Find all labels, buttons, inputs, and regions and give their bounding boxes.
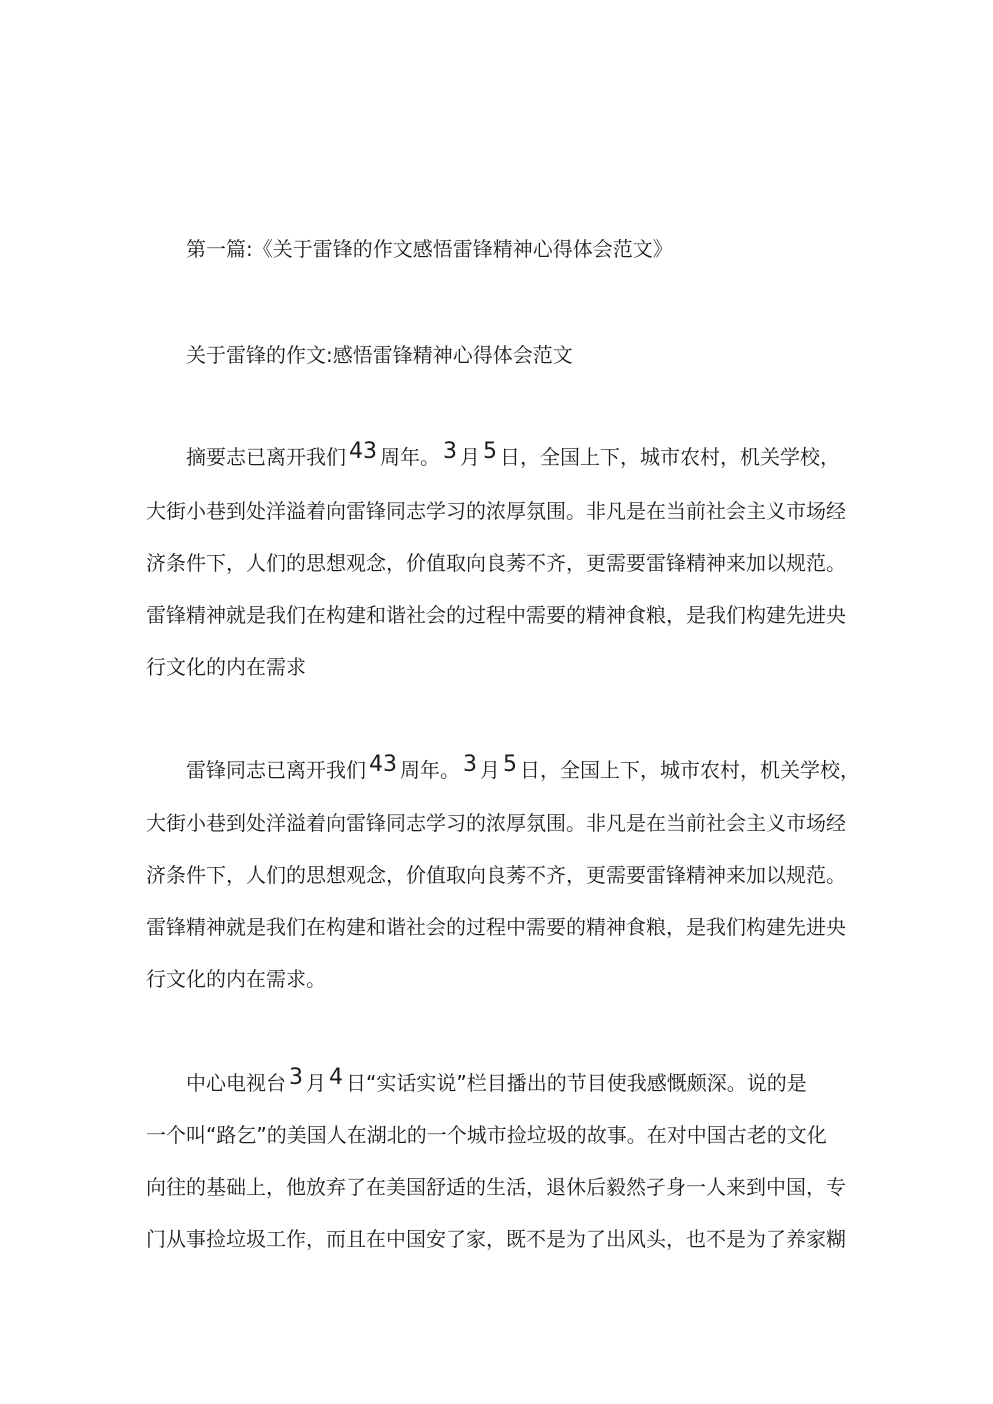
paragraph-1-line-2: 大街小巷到处洋溢着向雷锋同志学习的浓厚氛围。非凡是在当前社会主义市场经 [146, 499, 846, 523]
text-run: 周年。 [380, 445, 440, 469]
paragraph-2-line-3: 济条件下，人们的思想观念，价值取向良莠不齐，更需要雷锋精神来加以规范。 [146, 863, 846, 887]
heading-section-title: 第一篇:《关于雷锋的作文感悟雷锋精神心得体会范文》 [186, 237, 673, 261]
paragraph-2-line-2: 大街小巷到处洋溢着向雷锋同志学习的浓厚氛围。非凡是在当前社会主义市场经 [146, 811, 846, 835]
paragraph-1-line-3: 济条件下，人们的思想观念，价值取向良莠不齐，更需要雷锋精神来加以规范。 [146, 551, 846, 575]
text-run: 周年。 [400, 758, 460, 782]
paragraph-2-line-1 [186, 752, 860, 784]
paragraph-1-line-4: 雷锋精神就是我们在构建和谐社会的过程中需要的精神食粮，是我们构建先进央 [146, 603, 846, 627]
paragraph-1-line-1 [186, 439, 856, 471]
paragraph-3-line-1 [186, 1065, 856, 1097]
number-run: 3 [289, 1065, 303, 1090]
number-run: 3 [443, 439, 457, 464]
number-run: 5 [503, 752, 517, 777]
text-run: 月 [306, 1071, 326, 1095]
number-run: 43 [349, 439, 377, 464]
heading-essay-title: 关于雷锋的作文:感悟雷锋精神心得体会范文 [186, 343, 573, 367]
paragraph-1-line-5: 行文化的内在需求 [146, 655, 306, 679]
text-run: 摘要志已离开我们 [186, 445, 346, 469]
number-run: 4 [329, 1065, 343, 1090]
text-run: 日，全国上下，城市农村，机关学校， [520, 758, 860, 782]
text-run: 月 [460, 445, 480, 469]
number-run: 5 [483, 439, 497, 464]
number-run: 3 [463, 752, 477, 777]
text-run: 月 [480, 758, 500, 782]
text-run: 日“实话实说”栏目播出的节目使我感慨颇深。说的是 [346, 1071, 807, 1095]
text-run: 中心电视台 [186, 1071, 286, 1095]
paragraph-3-line-4: 门从事捡垃圾工作，而且在中国安了家，既不是为了出风头，也不是为了养家糊 [146, 1227, 846, 1251]
text-run: 雷锋同志已离开我们 [186, 758, 366, 782]
text-run: 日，全国上下，城市农村，机关学校， [500, 445, 840, 469]
paragraph-2-line-5: 行文化的内在需求。 [146, 967, 326, 991]
paragraph-3-line-2: 一个叫“路乞”的美国人在湖北的一个城市捡垃圾的故事。在对中国古老的文化 [146, 1123, 827, 1147]
paragraph-3-line-3: 向往的基础上，他放弃了在美国舒适的生活，退休后毅然孑身一人来到中国，专 [146, 1175, 846, 1199]
number-run: 43 [369, 752, 397, 777]
paragraph-2-line-4: 雷锋精神就是我们在构建和谐社会的过程中需要的精神食粮，是我们构建先进央 [146, 915, 846, 939]
